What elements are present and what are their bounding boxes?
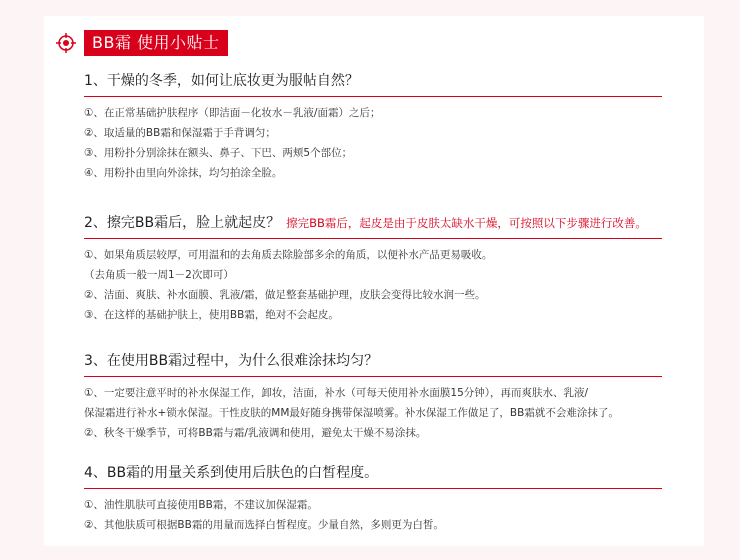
- section-divider: [84, 96, 662, 97]
- tip-line: ②、取适量的BB霜和保湿霜于手背调匀；: [84, 127, 276, 139]
- section-question: 1、干燥的冬季，如何让底妆更为服帖自然？: [84, 73, 359, 89]
- tip-line: ④、用粉扑由里向外涂抹，均匀拍涂全脸。: [84, 167, 283, 179]
- tip-line: ①、一定要注意平时的补水保湿工作，卸妆，洁面，补水（可每天使用补水面膜15分钟），再而爽肤水、乳液/: [84, 387, 589, 399]
- tip-line: ①、油性肌肤可直接使用BB霜，不建议加保湿霜。: [84, 499, 318, 511]
- tip-line: ①、如果角质层较厚，可用温和的去角质去除脸部多余的角质，以便补水产品更易吸收。: [84, 249, 493, 261]
- section-note: 擦完BB霜后，起皮是由于皮肤太缺水干燥，可按照以下步骤进行改善。: [286, 216, 647, 230]
- tip-section-2: [84, 212, 664, 325]
- tip-line: ①、在正常基础护肤程序（即洁面－化妆水－乳液/面霜）之后；: [84, 107, 381, 119]
- section-divider: [84, 238, 662, 239]
- tip-line: （去角质一般一周1－2次即可）: [84, 269, 234, 281]
- tip-line: ③、在这样的基础护肤上，使用BB霜，绝对不会起皮。: [84, 309, 339, 321]
- tip-section-4: [84, 462, 664, 535]
- section-question: 3、在使用BB霜过程中，为什么很难涂抹均匀？: [84, 353, 379, 369]
- tip-line: ②、其他肤质可根据BB霜的用量而选择白皙程度。少量自然，多则更为白皙。: [84, 519, 444, 531]
- section-divider: [84, 376, 662, 377]
- section-question: 4、BB霜的用量关系到使用后肤色的白皙程度。: [84, 465, 379, 481]
- tip-section-3: [84, 350, 664, 443]
- target-icon: [56, 33, 76, 53]
- tip-line: 保湿霜进行补水+锁水保湿。干性皮肤的MM最好随身携带保湿喷雾。补水保湿工作做足了，BB霜就不会难涂抹了。: [84, 407, 619, 419]
- tip-line: ③、用粉扑分别涂抹在额头、鼻子、下巴、两颊5个部位；: [84, 147, 353, 159]
- question-text: 2、擦完BB霜后，脸上就起皮？: [84, 215, 281, 231]
- tip-section-1: [84, 70, 664, 183]
- tip-line: ②、秋冬干燥季节，可将BB霜与霜/乳液调和使用，避免太干燥不易涂抹。: [84, 427, 427, 439]
- section-question: [84, 212, 664, 234]
- tips-header: [56, 30, 228, 56]
- header-title: BB霜 使用小贴士: [84, 30, 228, 56]
- section-divider: [84, 488, 662, 489]
- tip-line: ②、洁面、爽肤、补水面膜、乳液/霜，做足整套基础护理，皮肤会变得比较水润一些。: [84, 289, 486, 301]
